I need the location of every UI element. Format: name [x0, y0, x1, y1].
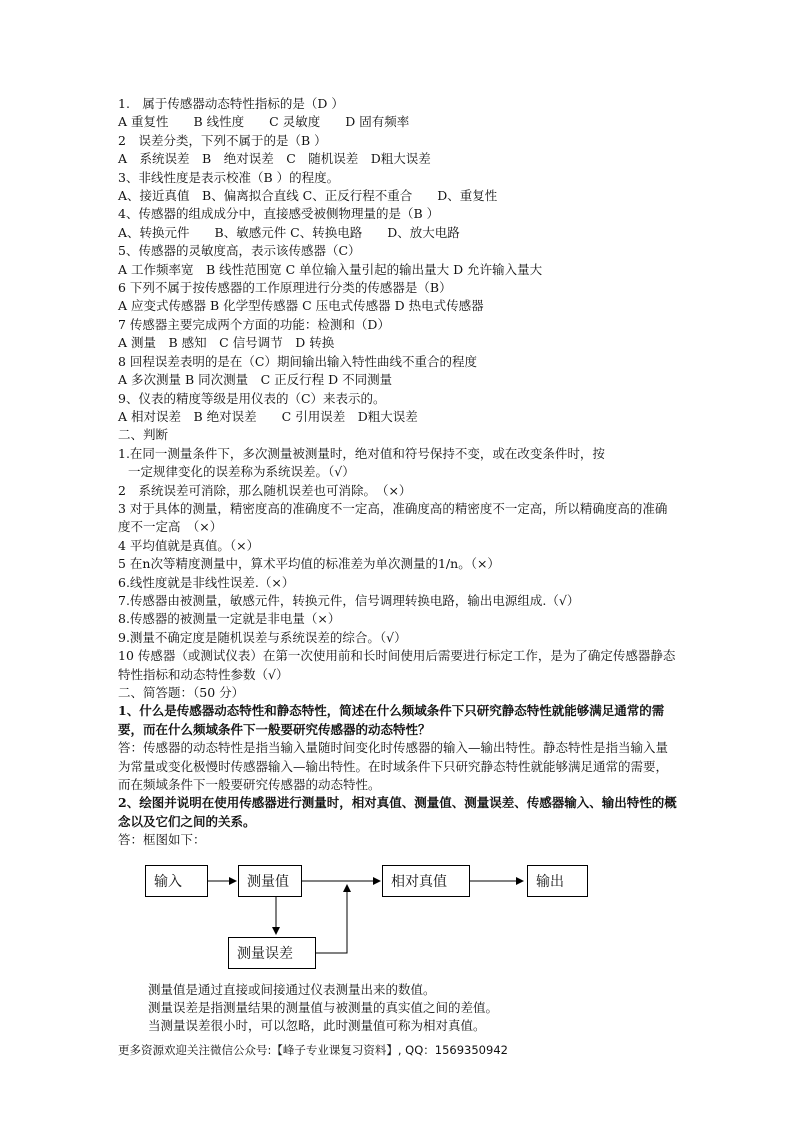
- choice-q7-options: A 测量 B 感知 C 信号调节 D 转换: [118, 335, 335, 351]
- section-short-answer: [118, 684, 678, 850]
- short-q1: 1、什么是传感器动态特性和静态特性，简述在什么频域条件下只研究静态特性就能够满足通常的需要，而在什么频域条件下一般要研究传感器的动态特性？: [118, 703, 665, 737]
- note-line: 测量值是通过直接或间接通过仪表测量出来的数值。: [148, 981, 436, 997]
- footer-note: 更多资源欢迎关注微信公众号:【峰子专业课复习资料】, QQ：1569350942: [118, 1043, 508, 1057]
- box-relative-true-value: 相对真值: [382, 865, 470, 897]
- short-answer-heading: 二、简答题：（50 分）: [118, 685, 245, 700]
- judge-q2: 2 系统误差可消除，那么随机误差也可消除。 （×）: [118, 482, 412, 498]
- short-q2: 2、绘图并说明在使用传感器进行测量时，相对真值、测量值、测量误差、传感器输入、输出特性的概念以及它们之间的关系。: [118, 795, 677, 829]
- short-a1: 答：传感器的动态特性是指当输入量随时间变化时传感器的输入—输出特性。静态特性是指当输入量为常量或变化极慢时传感器输入—输出特性。在时域条件下只研究静态特性就能够满足通常的需要，而在频域条件下一般要研究传感器的动态特性。: [118, 740, 669, 793]
- box-measurement-error: 测量误差: [228, 937, 316, 969]
- choice-q1-options: A 重复性 B 线性度 C 灵敏度 D 固有频率: [118, 114, 410, 130]
- choice-q9: 9、仪表的精度等级是用仪表的（C）来表示的。: [118, 390, 386, 406]
- judge-q9: 9.测量不确定度是随机误差与系统误差的综合。（√）: [118, 629, 407, 645]
- choice-q5-options: A 工作频率宽 B 线性范围宽 C 单位输入量引起的输出量大 D 允许输入量大: [118, 261, 543, 277]
- choice-q2-options: A 系统误差 B 绝对误差 C 随机误差 D粗大误差: [118, 151, 431, 167]
- choice-q6: 6 下列不属于按传感器的工作原理进行分类的传感器是（B）: [118, 280, 452, 296]
- choice-q8: 8 回程误差表明的是在（C）期间输出输入特性曲线不重合的程度: [118, 353, 477, 369]
- note-line: 当测量误差很小时，可以忽略，此时测量值可称为相对真值。: [148, 1018, 486, 1034]
- judge-q10: 10 传感器（或测试仪表）在第一次使用前和长时间使用后需要进行标定工作，是为了确定传感器静态特性指标和动态特性参数（√）: [118, 648, 676, 682]
- judge-heading: 二、判断: [118, 427, 169, 443]
- section-judge: [118, 426, 678, 684]
- note-line: 测量误差是指测量结果的测量值与被测量的真实值之间的差值。: [148, 1000, 499, 1016]
- choice-q2: 2 误差分类，下列不属于的是（B ）: [118, 132, 327, 148]
- choice-q3-options: A、接近真值 B、偏离拟合直线 C、正反行程不重合 D、重复性: [118, 188, 498, 204]
- diagram-notes: [148, 981, 678, 1036]
- judge-q1-line1: 1.在同一测量条件下，多次测量被测量时，绝对值和符号保持不变，或在改变条件时，按: [118, 445, 605, 461]
- box-input: 输入: [145, 865, 208, 897]
- choice-q9-options: A 相对误差 B 绝对误差 C 引用误差 D粗大误差: [118, 408, 418, 424]
- short-a2: 答：框图如下：: [118, 832, 206, 848]
- judge-q3: 3 对于具体的测量，精密度高的准确度不一定高，准确度高的精密度不一定高，所以精确度高的准确度不一定高 （×）: [118, 500, 668, 535]
- judge-q6: 6.线性度就是非线性误差.（×）: [118, 574, 295, 590]
- box-output: 输出: [527, 865, 588, 897]
- judge-q1-line2: 一定规律变化的误差称为系统误差。（√）: [128, 464, 355, 480]
- choice-q4-options: A、转换元件 B、敏感元件 C、转换电路 D、放大电路: [118, 224, 460, 240]
- choice-q3: 3、非线性度是表示校准（B ）的程度。: [118, 169, 340, 185]
- section-choice: [118, 95, 678, 426]
- choice-q4: 4、传感器的组成成分中，直接感受被侧物理量的是（B ）: [118, 206, 440, 222]
- judge-q7: 7.传感器由被测量，敏感元件，转换元件，信号调理转换电路，输出电源组成.（√）: [118, 592, 580, 608]
- judge-q5: 5 在n次等精度测量中，算术平均值的标准差为单次测量的1/n。（×）: [118, 556, 500, 572]
- choice-q1: 1. 属于传感器动态特性指标的是（D ）: [118, 96, 344, 111]
- choice-q7: 7 传感器主要完成两个方面的功能：检测和（D）: [118, 316, 390, 332]
- document-body: [118, 95, 678, 1036]
- judge-q8: 8.传感器的被测量一定就是非电量（×）: [118, 611, 341, 627]
- choice-q5: 5、传感器的灵敏度高，表示该传感器（C）: [118, 243, 361, 259]
- block-diagram: [118, 856, 678, 981]
- judge-q4: 4 平均值就是真值。（×）: [118, 537, 260, 553]
- choice-q8-options: A 多次测量 B 同次测量 C 正反行程 D 不同测量: [118, 372, 393, 388]
- arrow-error-feedback: [316, 885, 347, 953]
- choice-q6-options: A 应变式传感器 B 化学型传感器 C 压电式传感器 D 热电式传感器: [118, 298, 484, 314]
- box-measured-value: 测量值: [238, 865, 302, 897]
